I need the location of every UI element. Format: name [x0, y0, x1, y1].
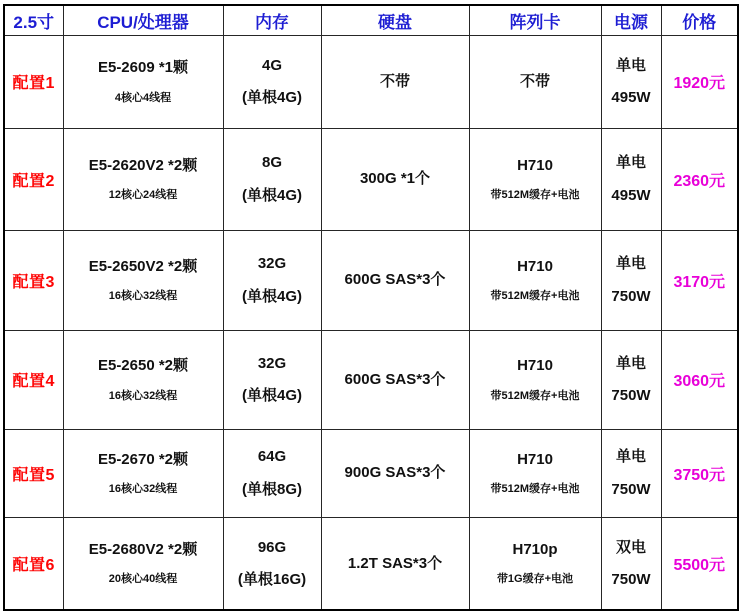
ram-size: 32G: [257, 255, 287, 273]
cpu-model: E5-2650V2 *2颗: [88, 257, 198, 275]
config-label-cell: [4, 128, 63, 230]
ram-module: (单根4G): [241, 89, 302, 106]
ram-size: 8G: [261, 154, 282, 172]
psu-cell: [601, 128, 661, 230]
config-label-cell: [4, 517, 63, 610]
price-cell: [661, 128, 738, 230]
cpu-cell: [63, 429, 223, 517]
psu-type: 单电: [615, 56, 646, 74]
config-label: 配置3: [12, 273, 55, 291]
cpu-model: E5-2609 *1颗: [97, 59, 189, 77]
table-row: [4, 230, 738, 330]
cpu-model: E5-2670 *2颗: [97, 450, 189, 468]
price-cell: [661, 517, 738, 610]
price-cell: [661, 230, 738, 330]
ram-cell: [223, 517, 321, 610]
raid-model: H710: [517, 257, 553, 275]
disk-spec: 900G SAS*3个: [344, 464, 446, 482]
raid-cell: [469, 517, 601, 610]
raid-cache: 带512M缓存+电池: [490, 189, 580, 202]
ram-module: (单根8G): [241, 480, 302, 498]
raid-model: H710: [517, 156, 553, 174]
raid-cell: [469, 128, 601, 230]
cpu-cell: [63, 35, 223, 128]
psu-wattage: 750W: [611, 287, 651, 305]
config-label-cell: [4, 35, 63, 128]
raid-model: H710: [517, 357, 553, 375]
psu-type: 单电: [615, 255, 646, 273]
cpu-cell: [63, 128, 223, 230]
price-value: 3750元: [673, 466, 726, 484]
raid-cache: 带512M缓存+电池: [490, 389, 580, 402]
cpu-model: E5-2650 *2颗: [97, 357, 189, 375]
raid-cell: [469, 35, 601, 128]
column-header-ram: 内存: [223, 5, 321, 35]
raid-model: H710: [517, 450, 553, 468]
psu-type: 单电: [615, 154, 646, 172]
cpu-cell: [63, 230, 223, 330]
disk-spec: 600G SAS*3个: [344, 370, 446, 388]
table-row: [4, 429, 738, 517]
psu-cell: [601, 330, 661, 429]
cpu-model: E5-2680V2 *2颗: [88, 541, 198, 559]
ram-cell: [223, 330, 321, 429]
ram-module: (单根16G): [237, 570, 307, 588]
cpu-cores: 12核心24线程: [108, 189, 178, 202]
config-label-cell: [4, 330, 63, 429]
table-row: [4, 35, 738, 128]
cpu-cell: [63, 330, 223, 429]
price-cell: [661, 35, 738, 128]
price-value: 2360元: [673, 172, 726, 190]
ram-module: (单根4G): [241, 387, 302, 404]
psu-cell: [601, 230, 661, 330]
column-header-cpu: CPU/处理器: [63, 5, 223, 35]
ram-cell: [223, 429, 321, 517]
cpu-cores: 16核心32线程: [108, 290, 178, 303]
column-header-disk: 硬盘: [321, 5, 469, 35]
raid-cell: [469, 429, 601, 517]
column-header-price: 价格: [661, 5, 738, 35]
ram-size: 4G: [261, 56, 282, 74]
table-row: [4, 330, 738, 429]
psu-wattage: 750W: [611, 480, 651, 498]
config-label: 配置2: [12, 172, 55, 190]
ram-cell: [223, 128, 321, 230]
header-row: [4, 5, 738, 35]
config-label: 配置5: [12, 466, 55, 484]
disk-spec: 600G SAS*3个: [344, 271, 446, 289]
column-header-raid: 阵列卡: [469, 5, 601, 35]
price-value: 3170元: [673, 273, 726, 291]
cpu-model: E5-2620V2 *2颗: [88, 156, 198, 174]
psu-type: 双电: [615, 538, 646, 556]
table-row: [4, 517, 738, 610]
ram-size: 96G: [257, 538, 287, 556]
raid-cache: 带512M缓存+电池: [490, 290, 580, 303]
price-value: 3060元: [673, 373, 726, 390]
cpu-cores: 16核心32线程: [108, 483, 178, 496]
psu-wattage: 495W: [611, 186, 651, 204]
column-header-size: 2.5寸: [4, 5, 63, 35]
ram-size: 32G: [257, 354, 287, 372]
disk-cell: [321, 35, 469, 128]
raid-cache: 带1G缓存+电池: [496, 573, 574, 586]
psu-wattage: 495W: [611, 89, 651, 106]
cpu-cell: [63, 517, 223, 610]
disk-spec: 不带: [379, 72, 410, 90]
disk-cell: [321, 128, 469, 230]
config-label-cell: [4, 230, 63, 330]
price-cell: [661, 429, 738, 517]
config-pricing-table: [3, 4, 739, 611]
price-value: 1920元: [673, 75, 726, 92]
raid-cache: 带512M缓存+电池: [490, 483, 580, 496]
price-cell: [661, 330, 738, 429]
psu-type: 单电: [615, 354, 646, 372]
config-label-cell: [4, 429, 63, 517]
disk-cell: [321, 429, 469, 517]
psu-cell: [601, 429, 661, 517]
disk-spec: 1.2T SAS*3个: [347, 554, 443, 572]
price-value: 5500元: [673, 556, 726, 574]
cpu-cores: 16核心32线程: [108, 389, 178, 402]
raid-model: H710p: [512, 541, 558, 559]
ram-module: (单根4G): [241, 287, 302, 305]
psu-cell: [601, 35, 661, 128]
ram-cell: [223, 35, 321, 128]
config-label: 配置1: [12, 75, 55, 92]
config-label: 配置4: [12, 373, 55, 390]
disk-cell: [321, 330, 469, 429]
disk-spec: 300G *1个: [359, 170, 431, 188]
psu-wattage: 750W: [611, 570, 651, 588]
cpu-cores: 4核心4线程: [114, 91, 172, 104]
ram-size: 64G: [257, 448, 287, 466]
disk-cell: [321, 230, 469, 330]
disk-cell: [321, 517, 469, 610]
raid-cell: [469, 330, 601, 429]
column-header-psu: 电源: [601, 5, 661, 35]
psu-type: 单电: [615, 448, 646, 466]
ram-cell: [223, 230, 321, 330]
raid-cell: [469, 230, 601, 330]
raid-model: 不带: [519, 72, 550, 90]
psu-wattage: 750W: [611, 387, 651, 404]
ram-module: (单根4G): [241, 186, 302, 204]
table-row: [4, 128, 738, 230]
config-label: 配置6: [12, 556, 55, 574]
cpu-cores: 20核心40线程: [108, 573, 178, 586]
psu-cell: [601, 517, 661, 610]
